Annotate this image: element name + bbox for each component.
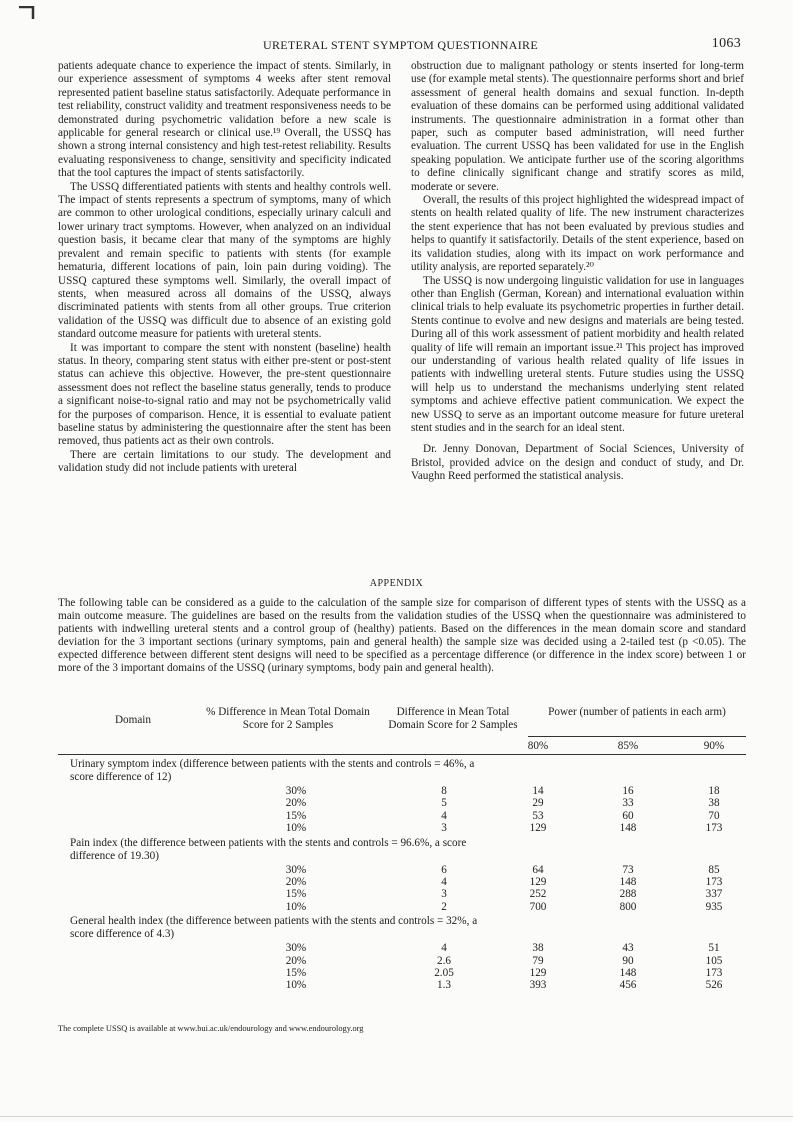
col-header-80: 80%	[527, 740, 549, 752]
cell-diff: 3	[441, 888, 447, 901]
cell-diff: 2.05	[434, 967, 454, 979]
cell-diff: 5	[441, 797, 447, 810]
cell-pct: 15%	[285, 888, 307, 901]
cell-power-85: 148	[619, 822, 637, 835]
cell-power-80: 252	[529, 888, 547, 901]
table-section-title: Urinary symptom index (difference between patients with the stents and controls = 46%, a score difference of 12)	[70, 758, 475, 783]
cell-power-90: 18	[708, 785, 720, 797]
footnote: The complete USSQ is available at www.bui.ac.uk/endourology and www.endourology.org	[58, 1024, 364, 1033]
cell-pct: 15%	[285, 809, 307, 822]
appendix-text: The following table can be considered as a guide to the calculation of the sample size for comparison of different types of stents with the USSQ as a main outcome measure. The guidelines are based on the results from the validation studies of the USSQ when the questionnaire was administered to patients with indwelling ureteral stents and a control group of (healthy) patients. Based on the differences in the mean domain score and standard deviation for the 3 important sections (urinary symptoms, pain and general health) the sample size was decided using a 2-tailed test (p <0.05). The expected difference between different stent designs will need to be specified as a percentage difference (or difference in the index score) between 1 or more of the 3 important domains of the USSQ (urinary symptoms, body pain and general health).	[58, 597, 746, 675]
scan-corner-mark-icon	[18, 6, 36, 20]
col-header-90: 90%	[703, 740, 725, 752]
cell-power-85: 73	[622, 863, 634, 876]
paragraph: The USSQ differentiated patients with stents and healthy controls well. The impact of stents represents a spectrum of symptoms, many of which are common to other urological conditions, especially urinary calculi and lower urinary tract symptoms. However, when analyzed on an individual question basis, it became clear that many of the symptoms are highly prevalent and remain specific to patients with stents (for example hematuria, different locations of pain, loin pain during voiding). The USSQ captured these symptoms well. Similarly, the overall impact of stents, when measured across all domains of the USSQ, always discriminated patients with stents from all other groups. True criterion validation of the USSQ was difficult due to absence of an existing gold standard outcome measure for patients with ureteral stents.	[58, 180, 391, 341]
cell-diff: 2	[441, 900, 447, 913]
cell-pct: 20%	[285, 954, 307, 967]
cell-power-80: 53	[532, 809, 544, 822]
scan-edge-line	[0, 1116, 793, 1117]
cell-pct: 15%	[285, 967, 307, 979]
cell-power-85: 43	[622, 942, 634, 955]
paragraph: There are certain limitations to our study. The development and validation study did not include patients with ureteral	[58, 448, 391, 475]
sample-size-table	[58, 706, 746, 1016]
col-header-power: Power (number of patients in each arm)	[548, 706, 726, 718]
cell-power-90: 105	[705, 954, 723, 967]
cell-power-90: 85	[708, 863, 720, 876]
acknowledgment: Dr. Jenny Donovan, Department of Social Sciences, University of Bristol, provided advice on the design and conduct of study, and Dr. Vaughn Reed performed the statistical analysis.	[411, 443, 744, 483]
cell-power-85: 288	[619, 888, 637, 901]
page-header	[60, 36, 741, 56]
running-title: URETERAL STENT SYMPTOM QUESTIONNAIRE	[263, 38, 538, 52]
paragraph: patients adequate chance to experience the impact of stents. Similarly, in our experience assessment of symptoms 4 weeks after stent removal represented patient baseline status satisfactorily. Adequate performance in test reliability, construct validity and treatment responsiveness needs to be demonstrated during psychometric validation before a new scale is applicable for general research or clinical use.¹⁹ Overall, the USSQ has shown a strong internal consistency and high test-retest reliability. Results evaluating responsiveness to change, sensitivity and specificity indicated that the tool captures the impact of stents satisfactorily.	[58, 60, 391, 180]
cell-diff: 8	[441, 785, 447, 797]
paragraph: Overall, the results of this project highlighted the widespread impact of stents on health related quality of life. The new instrument characterizes the stent experience that has not been evaluated by previous studies and helps to quantify it satisfactorily. Details of the stent experience, based on its validation studies, along with its impact on work performance and utility analysis, are reported separately.²⁰	[411, 194, 744, 274]
paragraph: obstruction due to malignant pathology or stents inserted for long-term use (for example metal stents). The questionnaire performs short and brief assessment of general health domains and sexual function. In-depth evaluation of these domains can be performed using additional validated instruments. The questionnaire administration in a format other than paper, such as computer based administration, will need further evaluation. The current USSQ has been validated for use in the English speaking population. We anticipate further use of the scoring algorithms to define clinically significant change and stratify scores as mild, moderate or severe.	[411, 60, 744, 193]
cell-pct: 10%	[285, 979, 307, 992]
paragraph: The USSQ is now undergoing linguistic validation for use in languages other than English (German, Korean) and international evaluation within clinical trials to help evaluate its psychometric properties in further detail. Stents continue to evolve and new designs and materials are being tested. During all of this work assessment of patient morbidity and health related quality of life will remain an important issue.²¹ This project has improved our understanding of various health related quality of life issues in patients with indwelling ureteral stents. Future studies using the USSQ will help us to understand the mechanisms underlying stent related symptoms and achieve effective patient communication. We expect the new USSQ to serve as an important outcome measure for future ureteral stent studies and in the search for an ideal stent.	[411, 274, 744, 434]
cell-pct: 20%	[285, 876, 307, 888]
cell-power-80: 79	[532, 954, 544, 967]
cell-power-85: 60	[622, 809, 634, 822]
col-header-pct-diff: % Difference in Mean Total Domain Score for 2 Samples	[206, 706, 370, 731]
table-section-title: Pain index (the difference between patients with the stents and controls = 96.6%, a score difference of 19.30)	[70, 836, 467, 862]
cell-power-80: 29	[532, 797, 544, 810]
cell-power-90: 173	[705, 967, 723, 979]
cell-pct: 30%	[285, 785, 307, 797]
cell-power-90: 173	[705, 876, 723, 888]
cell-diff: 3	[441, 822, 447, 835]
cell-pct: 10%	[285, 900, 307, 913]
cell-power-85: 148	[619, 876, 637, 888]
cell-pct: 20%	[285, 797, 307, 810]
cell-power-80: 393	[529, 979, 547, 992]
cell-power-90: 70	[708, 809, 720, 822]
appendix-title: APPENDIX	[369, 578, 424, 589]
cell-diff: 6	[441, 863, 447, 876]
cell-power-90: 173	[705, 822, 723, 835]
paragraph: It was important to compare the stent with nonstent (baseline) health status. In theory, comparing stent status with either pre-stent or post-stent status can achieve this objective. However, the pre-stent questionnaire assessment does not reflect the baseline status generally, tends to produce a significant noise-to-signal ratio and may not be psychometrically valid for the purposes of comparison. Hence, it is essential to evaluate patient baseline status by administering the questionnaire after the stent has been removed, thus patients act as their own controls.	[58, 341, 391, 448]
cell-diff: 1.3	[437, 979, 451, 992]
body-columns	[58, 60, 744, 560]
cell-power-85: 456	[619, 979, 637, 992]
cell-power-85: 33	[622, 797, 634, 810]
cell-pct: 30%	[285, 942, 307, 955]
cell-power-90: 526	[705, 979, 723, 992]
cell-power-85: 16	[622, 785, 634, 797]
cell-pct: 30%	[285, 863, 307, 876]
cell-diff: 4	[441, 809, 447, 822]
cell-power-90: 935	[705, 900, 723, 913]
cell-power-85: 800	[619, 900, 637, 913]
cell-power-80: 14	[532, 785, 544, 797]
col-header-domain: Domain	[114, 714, 152, 726]
header-divider	[58, 754, 746, 755]
cell-diff: 2.6	[437, 954, 451, 967]
cell-diff: 4	[441, 942, 447, 955]
cell-power-80: 129	[529, 876, 547, 888]
right-column	[411, 60, 744, 484]
table-section-title: General health index (the difference between patients with the stents and controls = 32%, a score difference of 4.3)	[70, 915, 478, 941]
cell-power-80: 700	[529, 900, 547, 913]
cell-pct: 10%	[285, 822, 307, 835]
cell-power-80: 129	[529, 822, 547, 835]
power-divider	[528, 736, 746, 737]
cell-power-90: 51	[708, 942, 720, 955]
col-header-diff-mean: Difference in Mean Total Domain Score for 2 Samples	[388, 706, 518, 731]
cell-diff: 4	[441, 876, 447, 888]
cell-power-90: 38	[708, 797, 720, 810]
col-header-85: 85%	[617, 740, 639, 752]
cell-power-85: 90	[622, 954, 634, 967]
cell-power-90: 337	[705, 888, 723, 901]
left-column	[58, 60, 391, 476]
page-number: 1063	[711, 36, 741, 51]
cell-power-80: 38	[532, 942, 544, 955]
cell-power-80: 64	[532, 863, 544, 876]
cell-power-80: 129	[529, 967, 547, 979]
cell-power-85: 148	[619, 967, 637, 979]
